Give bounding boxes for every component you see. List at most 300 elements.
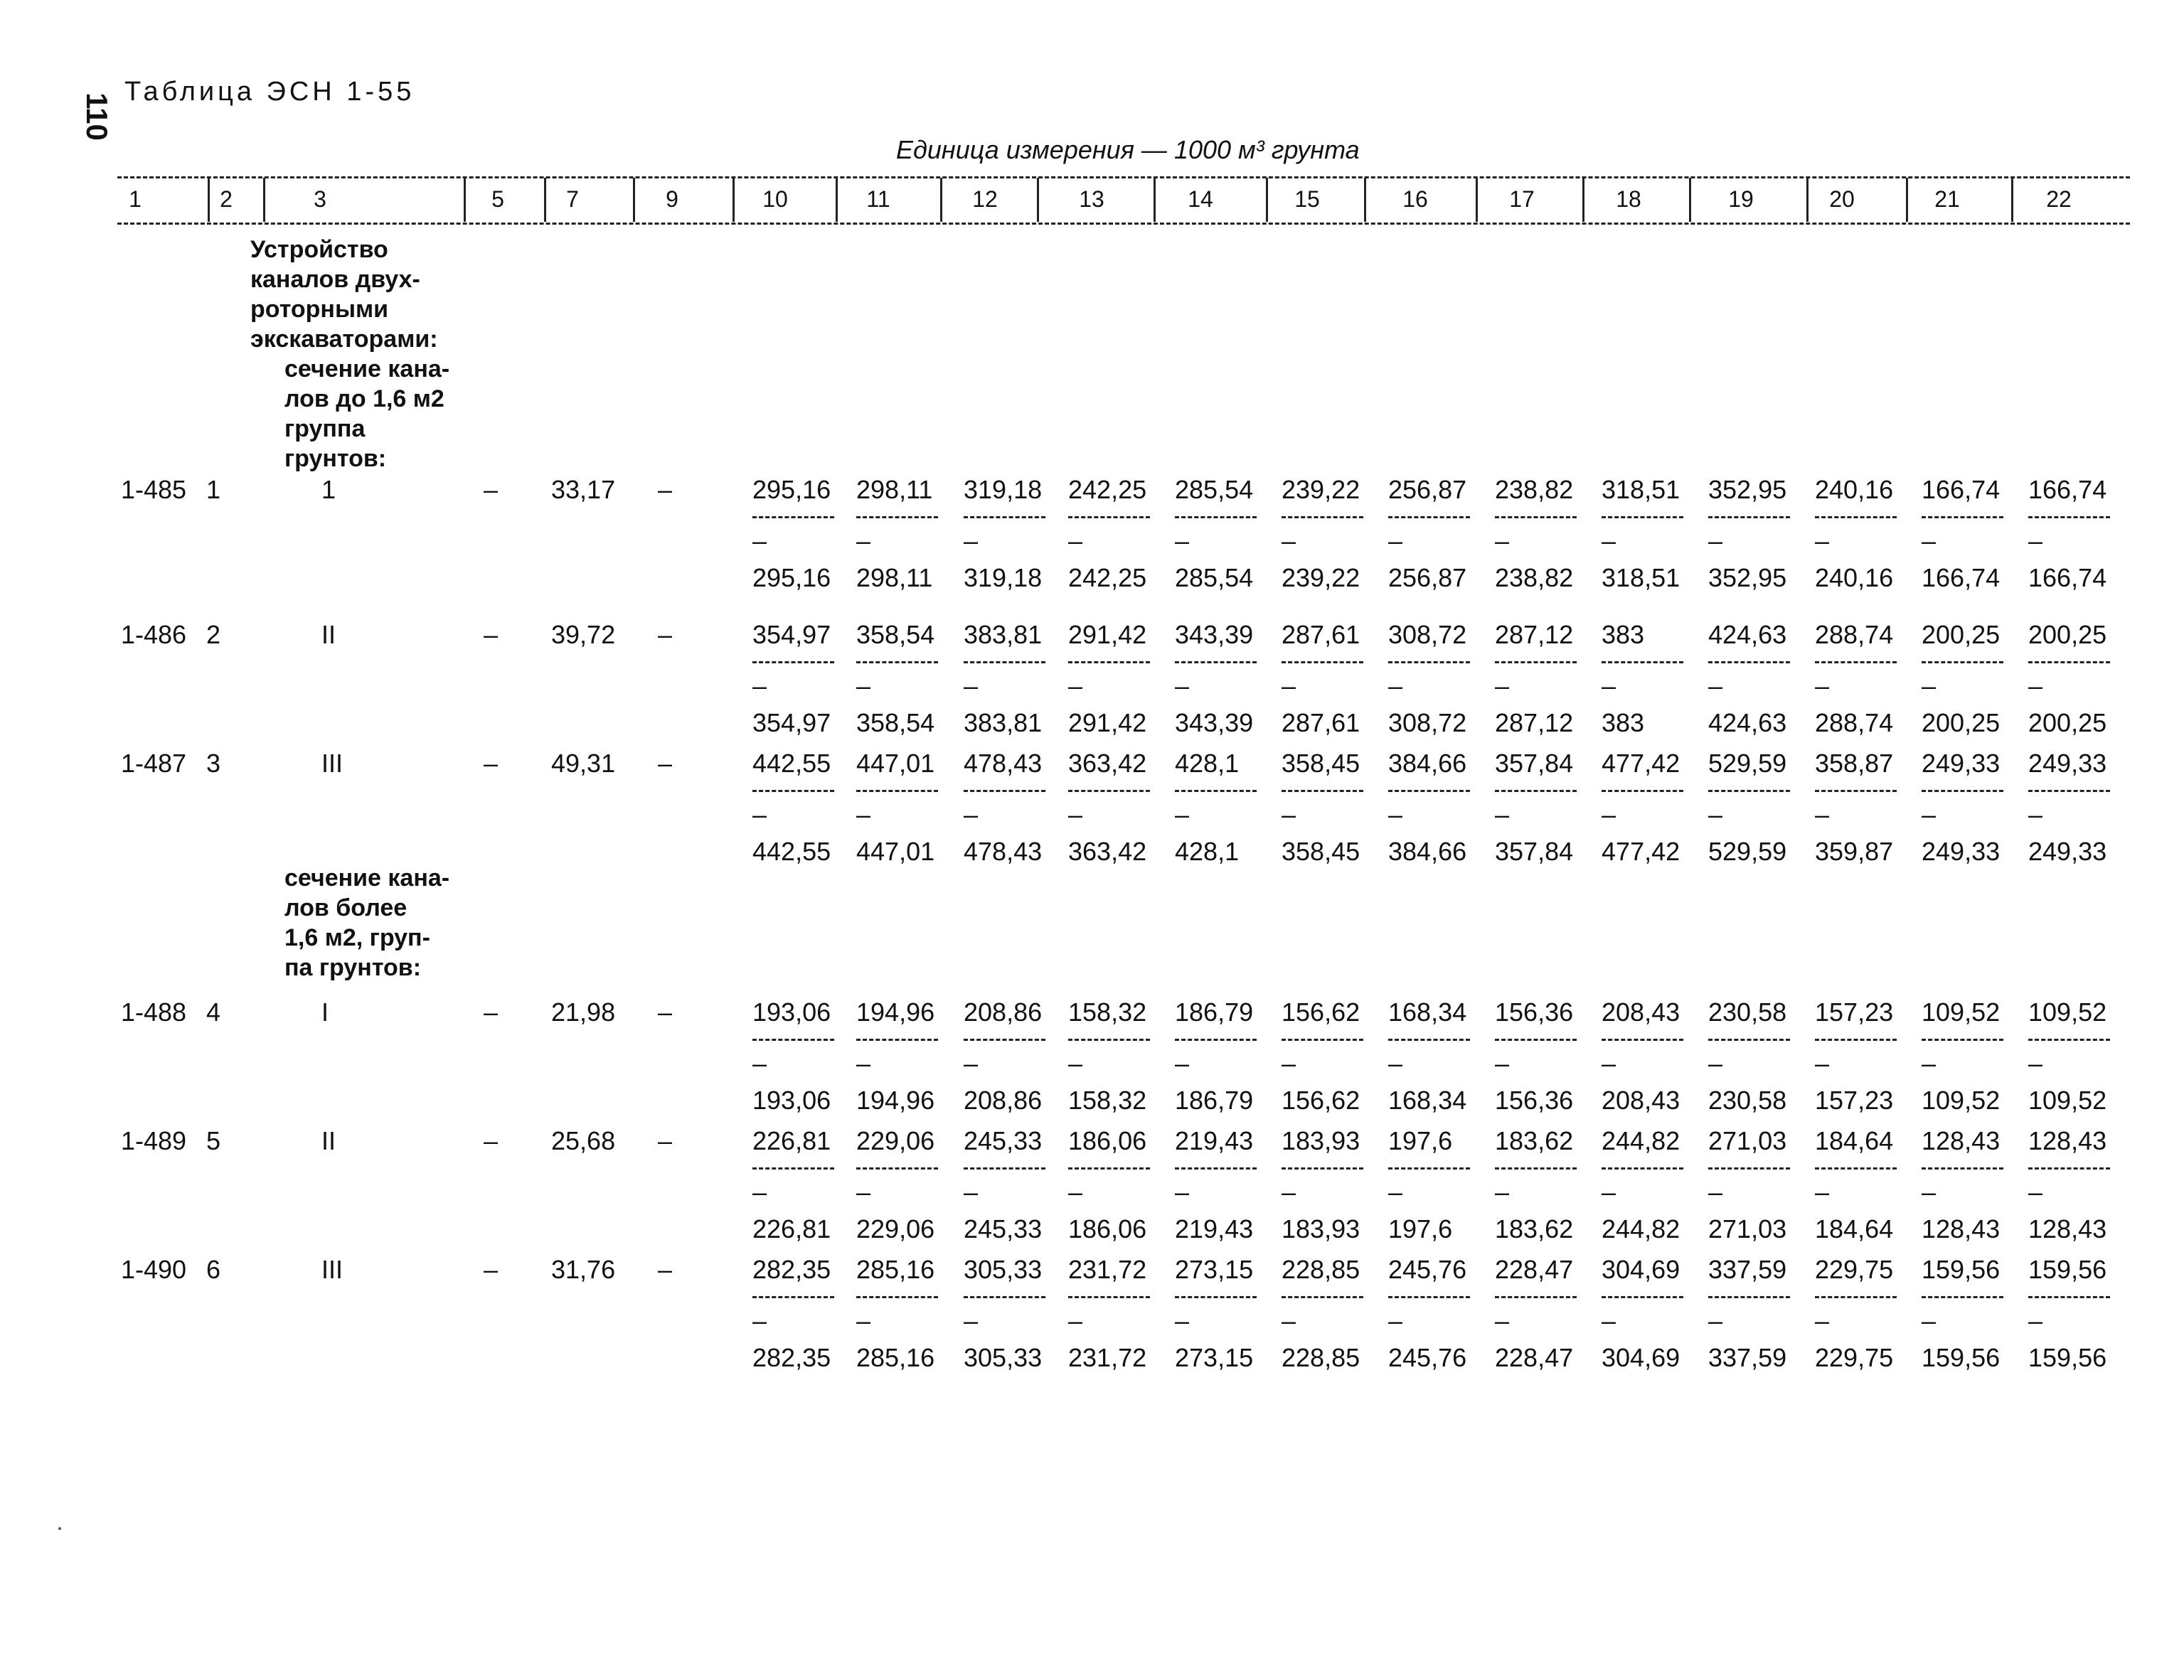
value-denominator: 308,72 — [1388, 708, 1467, 737]
value-numerator: 200,25 — [1922, 620, 2001, 649]
dash-mark: – — [1815, 526, 1830, 555]
dash-mark: – — [752, 1306, 767, 1335]
col-9-value: – — [658, 1255, 673, 1284]
value-numerator: 184,64 — [1815, 1126, 1894, 1155]
value-numerator: 354,97 — [752, 620, 831, 649]
value-numerator: 194,96 — [856, 997, 935, 1027]
value-numerator: 256,87 — [1388, 475, 1467, 504]
column-header-3: 3 — [314, 186, 326, 212]
dash-mark: – — [1815, 671, 1830, 700]
value-denominator: 298,11 — [856, 563, 933, 592]
value-numerator: 230,58 — [1708, 997, 1787, 1027]
column-divider — [2011, 178, 2013, 222]
value-numerator: 226,81 — [752, 1126, 831, 1155]
value-numerator: 158,32 — [1068, 997, 1147, 1027]
dash-mark: – — [964, 1177, 979, 1207]
value-denominator: 200,25 — [1922, 708, 2001, 737]
soil-group: III — [321, 749, 343, 778]
fraction-bar — [1388, 516, 1470, 518]
value-numerator: 352,95 — [1708, 475, 1787, 504]
value-numerator: 305,33 — [964, 1255, 1043, 1284]
fraction-bar — [856, 661, 938, 663]
column-header-19: 19 — [1728, 186, 1754, 212]
value-numerator: 159,56 — [2028, 1255, 2107, 1284]
fraction-bar — [1495, 516, 1577, 518]
desc-line: па грунтов: — [284, 954, 422, 981]
column-divider — [263, 178, 265, 222]
dash-mark: – — [1708, 1049, 1723, 1078]
fraction-bar — [1602, 1296, 1683, 1298]
value-numerator: 288,74 — [1815, 620, 1894, 649]
value-denominator: 273,15 — [1175, 1343, 1254, 1372]
fraction-bar — [1388, 661, 1470, 663]
value-numerator: 231,72 — [1068, 1255, 1147, 1284]
dash-mark: – — [1922, 671, 1937, 700]
fraction-bar — [1922, 1296, 2003, 1298]
fraction-bar — [1922, 661, 2003, 663]
fraction-bar — [1815, 790, 1897, 792]
value-numerator: 229,75 — [1815, 1255, 1894, 1284]
value-numerator: 157,23 — [1815, 997, 1894, 1027]
fraction-bar — [752, 790, 834, 792]
fraction-bar — [1815, 1039, 1897, 1041]
dash-mark: – — [1388, 526, 1403, 555]
dash-mark: – — [1175, 526, 1190, 555]
value-numerator: 228,85 — [1282, 1255, 1360, 1284]
value-numerator: 304,69 — [1602, 1255, 1680, 1284]
dash-mark: – — [1708, 800, 1723, 829]
dash-mark: – — [1495, 1049, 1510, 1078]
value-numerator: 447,01 — [856, 749, 935, 778]
dash-mark: – — [964, 800, 979, 829]
dash-mark: – — [1602, 671, 1616, 700]
value-numerator: 287,12 — [1495, 620, 1574, 649]
fraction-bar — [1708, 516, 1790, 518]
fraction-bar — [1068, 1167, 1150, 1170]
fraction-bar — [856, 516, 938, 518]
fraction-bar — [1708, 1296, 1790, 1298]
value-numerator: 200,25 — [2028, 620, 2107, 649]
value-numerator: 183,62 — [1495, 1126, 1574, 1155]
dash-mark: – — [1602, 800, 1616, 829]
dash-mark: – — [1922, 1177, 1937, 1207]
value-numerator: 285,54 — [1175, 475, 1254, 504]
value-numerator: 295,16 — [752, 475, 831, 504]
value-numerator: 273,15 — [1175, 1255, 1254, 1284]
dash-mark: – — [1495, 1177, 1510, 1207]
fraction-bar — [1388, 1167, 1470, 1170]
value-denominator: 238,82 — [1495, 563, 1574, 592]
value-numerator: 159,56 — [1922, 1255, 2001, 1284]
dash-mark: – — [752, 800, 767, 829]
fraction-bar — [1922, 1167, 2003, 1170]
dash-mark: – — [964, 1306, 979, 1335]
col-5-value: – — [484, 997, 499, 1027]
value-denominator: 249,33 — [1922, 837, 2001, 866]
column-header-22: 22 — [2046, 186, 2072, 212]
value-numerator: 478,43 — [964, 749, 1043, 778]
value-denominator: 208,43 — [1602, 1086, 1680, 1115]
dash-mark: – — [1282, 800, 1296, 829]
column-divider — [1154, 178, 1156, 222]
value-denominator: 287,61 — [1282, 708, 1360, 737]
value-denominator: 231,72 — [1068, 1343, 1147, 1372]
fraction-bar — [1602, 790, 1683, 792]
value-denominator: 291,42 — [1068, 708, 1147, 737]
dash-mark: – — [1068, 1177, 1083, 1207]
dash-mark: – — [1602, 1177, 1616, 1207]
value-denominator: 128,43 — [1922, 1214, 2001, 1243]
col-9-value: – — [658, 997, 673, 1027]
col-9-value: – — [658, 620, 673, 649]
value-denominator: 239,22 — [1282, 563, 1360, 592]
column-header-11: 11 — [866, 186, 890, 212]
value-denominator: 128,43 — [2028, 1214, 2107, 1243]
value-numerator: 186,79 — [1175, 997, 1254, 1027]
fraction-bar — [1602, 1167, 1683, 1170]
value-denominator: 159,56 — [1922, 1343, 2001, 1372]
value-denominator: 285,16 — [856, 1343, 935, 1372]
value-denominator: 319,18 — [964, 563, 1043, 592]
desc-line: сечение кана- — [284, 355, 450, 382]
value-numerator: 442,55 — [752, 749, 831, 778]
col-7-value: 33,17 — [551, 475, 616, 504]
value-numerator: 282,35 — [752, 1255, 831, 1284]
soil-group: I — [321, 997, 329, 1027]
fraction-bar — [1815, 516, 1897, 518]
dash-mark: – — [752, 526, 767, 555]
fraction-bar — [1708, 1039, 1790, 1041]
value-numerator: 285,16 — [856, 1255, 935, 1284]
dash-mark: – — [1388, 1177, 1403, 1207]
column-header-18: 18 — [1616, 186, 1641, 212]
value-numerator: 357,84 — [1495, 749, 1574, 778]
fraction-bar — [1815, 1167, 1897, 1170]
value-denominator: 288,74 — [1815, 708, 1894, 737]
value-denominator: 352,95 — [1708, 563, 1787, 592]
soil-group: II — [321, 620, 336, 649]
fraction-bar — [1282, 1296, 1363, 1298]
fraction-bar — [1175, 790, 1257, 792]
fraction-bar — [752, 1039, 834, 1041]
header-top-rule — [117, 176, 2130, 178]
fraction-bar — [1388, 1039, 1470, 1041]
value-denominator: 240,16 — [1815, 563, 1894, 592]
value-numerator: 249,33 — [2028, 749, 2107, 778]
fraction-bar — [964, 1039, 1045, 1041]
value-denominator: 359,87 — [1815, 837, 1894, 866]
value-denominator: 156,62 — [1282, 1086, 1360, 1115]
fraction-bar — [1922, 1039, 2003, 1041]
desc-line: лов до 1,6 м2 — [284, 385, 444, 412]
value-numerator: 208,43 — [1602, 997, 1680, 1027]
dash-mark: – — [1495, 800, 1510, 829]
row-number: 6 — [206, 1255, 221, 1284]
value-denominator: 229,75 — [1815, 1343, 1894, 1372]
dash-mark: – — [752, 1177, 767, 1207]
value-numerator: 271,03 — [1708, 1126, 1787, 1155]
value-denominator: 158,32 — [1068, 1086, 1147, 1115]
value-denominator: 357,84 — [1495, 837, 1574, 866]
col-9-value: – — [658, 749, 673, 778]
row-number: 5 — [206, 1126, 221, 1155]
dash-mark: – — [1068, 671, 1083, 700]
value-denominator: 256,87 — [1388, 563, 1467, 592]
row-code: 1-488 — [121, 997, 187, 1027]
dash-mark: – — [2028, 671, 2043, 700]
value-denominator: 166,74 — [1922, 563, 2001, 592]
dash-mark: – — [1175, 1177, 1190, 1207]
col-7-value: 21,98 — [551, 997, 616, 1027]
column-divider — [1806, 178, 1809, 222]
dash-mark: – — [1815, 1306, 1830, 1335]
dash-mark: – — [1495, 526, 1510, 555]
dash-mark: – — [1175, 671, 1190, 700]
value-numerator: 249,33 — [1922, 749, 2001, 778]
value-denominator: 159,56 — [2028, 1343, 2107, 1372]
value-denominator: 228,47 — [1495, 1343, 1574, 1372]
value-denominator: 208,86 — [964, 1086, 1043, 1115]
column-header-5: 5 — [491, 186, 504, 212]
value-denominator: 157,23 — [1815, 1086, 1894, 1115]
value-denominator: 183,62 — [1495, 1214, 1574, 1243]
dash-mark: – — [2028, 1049, 2043, 1078]
dash-mark: – — [1922, 1306, 1937, 1335]
fraction-bar — [2028, 790, 2110, 792]
value-denominator: 287,12 — [1495, 708, 1574, 737]
header-bottom-rule — [117, 223, 2130, 225]
dash-mark: – — [1388, 1049, 1403, 1078]
fraction-bar — [1708, 1167, 1790, 1170]
fraction-bar — [1068, 661, 1150, 663]
desc-line: сечение кана- — [284, 865, 450, 892]
fraction-bar — [964, 1296, 1045, 1298]
dash-mark: – — [856, 1177, 871, 1207]
dash-mark: – — [1602, 1049, 1616, 1078]
value-numerator: 229,06 — [856, 1126, 935, 1155]
value-numerator: 128,43 — [2028, 1126, 2107, 1155]
fraction-bar — [1175, 1167, 1257, 1170]
value-denominator: 358,45 — [1282, 837, 1360, 866]
value-denominator: 226,81 — [752, 1214, 831, 1243]
col-5-value: – — [484, 475, 499, 504]
value-denominator: 384,66 — [1388, 837, 1467, 866]
dash-mark: – — [1815, 800, 1830, 829]
fraction-bar — [1282, 516, 1363, 518]
fraction-bar — [1708, 661, 1790, 663]
value-numerator: 197,6 — [1388, 1126, 1453, 1155]
fraction-bar — [1602, 516, 1683, 518]
dash-mark: – — [1282, 1049, 1296, 1078]
fraction-bar — [2028, 661, 2110, 663]
fraction-bar — [856, 790, 938, 792]
column-divider — [1266, 178, 1268, 222]
dash-mark: – — [1388, 671, 1403, 700]
fraction-bar — [964, 661, 1045, 663]
value-denominator: 337,59 — [1708, 1343, 1787, 1372]
dash-mark: – — [1175, 1049, 1190, 1078]
value-denominator: 200,25 — [2028, 708, 2107, 737]
dash-mark: – — [856, 1049, 871, 1078]
value-denominator: 282,35 — [752, 1343, 831, 1372]
row-number: 3 — [206, 749, 221, 778]
fraction-bar — [1068, 790, 1150, 792]
value-numerator: 128,43 — [1922, 1126, 2001, 1155]
value-numerator: 186,06 — [1068, 1126, 1147, 1155]
col-9-value: – — [658, 1126, 673, 1155]
value-numerator: 358,87 — [1815, 749, 1894, 778]
column-header-17: 17 — [1509, 186, 1535, 212]
value-denominator: 245,76 — [1388, 1343, 1467, 1372]
dash-mark: – — [752, 671, 767, 700]
value-numerator: 428,1 — [1175, 749, 1240, 778]
value-denominator: 249,33 — [2028, 837, 2107, 866]
dash-mark: – — [752, 1049, 767, 1078]
value-denominator: 197,6 — [1388, 1214, 1453, 1243]
value-numerator: 337,59 — [1708, 1255, 1787, 1284]
column-divider — [1689, 178, 1691, 222]
scan-speck — [58, 1527, 61, 1530]
fraction-bar — [1175, 516, 1257, 518]
dash-mark: – — [1282, 1177, 1296, 1207]
dash-mark: – — [1495, 671, 1510, 700]
value-denominator: 383,81 — [964, 708, 1043, 737]
fraction-bar — [2028, 1167, 2110, 1170]
value-numerator: 219,43 — [1175, 1126, 1254, 1155]
dash-mark: – — [964, 1049, 979, 1078]
value-denominator: 166,74 — [2028, 563, 2107, 592]
column-divider — [1037, 178, 1039, 222]
value-denominator: 447,01 — [856, 837, 935, 866]
value-denominator: 529,59 — [1708, 837, 1787, 866]
dash-mark: – — [1708, 1306, 1723, 1335]
dash-mark: – — [2028, 1306, 2043, 1335]
dash-mark: – — [1068, 1049, 1083, 1078]
row-number: 2 — [206, 620, 221, 649]
col-5-value: – — [484, 1255, 499, 1284]
column-divider — [1582, 178, 1584, 222]
column-header-16: 16 — [1402, 186, 1428, 212]
soil-group: II — [321, 1126, 336, 1155]
fraction-bar — [1708, 790, 1790, 792]
value-numerator: 383,81 — [964, 620, 1043, 649]
value-denominator: 230,58 — [1708, 1086, 1787, 1115]
value-numerator: 238,82 — [1495, 475, 1574, 504]
value-denominator: 343,39 — [1175, 708, 1254, 737]
fraction-bar — [964, 516, 1045, 518]
dash-mark: – — [856, 671, 871, 700]
column-divider — [940, 178, 942, 222]
col-5-value: – — [484, 749, 499, 778]
value-numerator: 287,61 — [1282, 620, 1360, 649]
value-numerator: 477,42 — [1602, 749, 1680, 778]
dash-mark: – — [1495, 1306, 1510, 1335]
fraction-bar — [1922, 790, 2003, 792]
column-header-10: 10 — [762, 186, 788, 212]
value-denominator: 186,79 — [1175, 1086, 1254, 1115]
value-denominator: 109,52 — [1922, 1086, 2001, 1115]
dash-mark: – — [1388, 800, 1403, 829]
dash-mark: – — [856, 526, 871, 555]
col-5-value: – — [484, 1126, 499, 1155]
soil-group: III — [321, 1255, 343, 1284]
value-denominator: 242,25 — [1068, 563, 1147, 592]
value-denominator: 305,33 — [964, 1343, 1043, 1372]
fraction-bar — [1068, 1039, 1150, 1041]
fraction-bar — [856, 1296, 938, 1298]
value-denominator: 363,42 — [1068, 837, 1147, 866]
value-numerator: 529,59 — [1708, 749, 1787, 778]
value-numerator: 239,22 — [1282, 475, 1360, 504]
value-denominator: 424,63 — [1708, 708, 1787, 737]
value-denominator: 285,54 — [1175, 563, 1254, 592]
soil-group: 1 — [321, 475, 336, 504]
fraction-bar — [1175, 1039, 1257, 1041]
fraction-bar — [752, 661, 834, 663]
column-header-13: 13 — [1079, 186, 1104, 212]
value-denominator: 477,42 — [1602, 837, 1680, 866]
description-block-2 — [284, 863, 449, 983]
desc-line: Устройство — [250, 236, 388, 263]
value-numerator: 424,63 — [1708, 620, 1787, 649]
dash-mark: – — [1282, 526, 1296, 555]
fraction-bar — [1495, 1167, 1577, 1170]
column-header-7: 7 — [566, 186, 579, 212]
column-header-12: 12 — [972, 186, 998, 212]
value-numerator: 240,16 — [1815, 475, 1894, 504]
value-numerator: 291,42 — [1068, 620, 1147, 649]
fraction-bar — [752, 1167, 834, 1170]
dash-mark: – — [964, 526, 979, 555]
value-denominator: 228,85 — [1282, 1343, 1360, 1372]
column-divider — [464, 178, 466, 222]
value-numerator: 183,93 — [1282, 1126, 1360, 1155]
value-numerator: 343,39 — [1175, 620, 1254, 649]
col-5-value: – — [484, 620, 499, 649]
value-denominator: 354,97 — [752, 708, 831, 737]
dash-mark: – — [1068, 800, 1083, 829]
dash-mark: – — [1602, 1306, 1616, 1335]
dash-mark: – — [2028, 1177, 2043, 1207]
col-7-value: 49,31 — [551, 749, 616, 778]
column-divider — [1364, 178, 1366, 222]
fraction-bar — [964, 790, 1045, 792]
fraction-bar — [1495, 790, 1577, 792]
value-denominator: 383 — [1602, 708, 1645, 737]
fraction-bar — [1282, 790, 1363, 792]
desc-line: роторными — [250, 296, 389, 323]
dash-mark: – — [1922, 800, 1937, 829]
desc-line: 1,6 м2, груп- — [284, 924, 430, 951]
column-header-15: 15 — [1294, 186, 1320, 212]
value-denominator: 183,93 — [1282, 1214, 1360, 1243]
fraction-bar — [2028, 516, 2110, 518]
desc-line: каналов двух- — [250, 266, 420, 293]
dash-mark: – — [1068, 1306, 1083, 1335]
column-header-9: 9 — [666, 186, 678, 212]
value-denominator: 245,33 — [964, 1214, 1043, 1243]
fraction-bar — [1815, 661, 1897, 663]
col-7-value: 39,72 — [551, 620, 616, 649]
value-numerator: 109,52 — [2028, 997, 2107, 1027]
value-numerator: 308,72 — [1388, 620, 1467, 649]
value-numerator: 245,33 — [964, 1126, 1043, 1155]
column-divider — [544, 178, 546, 222]
value-numerator: 156,62 — [1282, 997, 1360, 1027]
value-numerator: 228,47 — [1495, 1255, 1574, 1284]
fraction-bar — [752, 1296, 834, 1298]
value-numerator: 383 — [1602, 620, 1645, 649]
